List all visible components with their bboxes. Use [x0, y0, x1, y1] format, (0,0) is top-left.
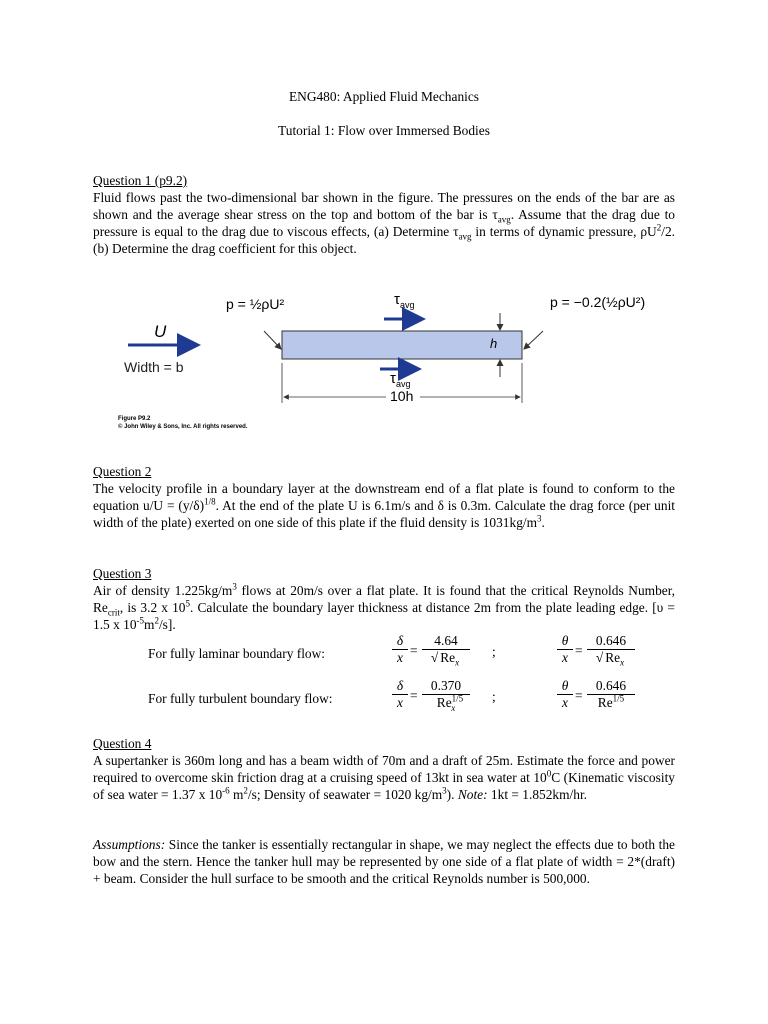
tau-bottom-label: $\tau_{avg}$ — [390, 370, 411, 389]
figure-p9-2 — [118, 283, 678, 435]
left-pressure-pointer — [264, 331, 281, 349]
turbulent-label: For fully turbulent boundary flow: — [148, 691, 333, 706]
figure-caption: Figure P9.2 — [118, 416, 151, 422]
question-4 — [93, 735, 675, 803]
right-pressure-pointer — [524, 331, 543, 349]
assumptions — [93, 836, 675, 887]
laminar-delta-ratio: $\frac{\delta}{x}$ — [392, 633, 408, 666]
question-2-text: The velocity profile in a boundary layer at the downstream end of a flat plate is found to conform to the equation $u/U = (y/\delta)^{1/8}$. At the end of the plate U is 6.1m/s and δ is 0.3m. Calculate the drag force (per unit width of the plate) exerted on one side of this plate if the fluid density is $1031kg/m^3$. — [93, 481, 676, 530]
question-2 — [93, 463, 675, 531]
laminar-theta-ratio: $\frac{\theta}{x}$ — [557, 633, 573, 666]
laminar-delta-formula: 4.64 √ $Re_x$ — [422, 633, 470, 666]
question-4-text: A supertanker is 360m long and has a beam width of 70m and a draft of 25m. Estimate the force and power required to overcome skin friction drag at a cruising speed of 13kt in sea water at $10^0C$ (Kinematic viscosity of sea water = 1.37 x $10^{-6}$ $m^2/s$; Density of seawater = 1020 $kg/m^3$). Note: 1kt = 1.852km/hr. — [93, 753, 675, 802]
height-label: h — [490, 336, 498, 351]
question-1-heading: Question 1 (p9.2) — [93, 173, 188, 188]
figure-copyright: © John Wiley & Sons, Inc. All rights reserved. — [118, 424, 248, 430]
left-pressure-label: p = ½ρU² — [226, 296, 285, 312]
turbulent-delta-ratio: $\frac{\delta}{x}$ — [392, 678, 408, 711]
right-pressure-label: p = −0.2(½ρU²) — [550, 294, 646, 310]
tau-top-label: $\tau_{avg}$ — [394, 291, 415, 310]
question-3-heading: Question 3 — [93, 566, 152, 581]
question-3-text: Air of density $1.225kg/m^3$ flows at 20m/s over a flat plate. It is found that the critical Reynolds Number, $Re_{crit}$, is 3.2 x $10^5$. Calculate the boundary layer thickness at distance 2m from the plate leading edge. [υ = 1.5 x $10^{-5}m^2/s$]. — [93, 581, 675, 632]
bar-body — [282, 331, 522, 359]
laminar-label: For fully laminar boundary flow: — [148, 646, 326, 661]
question-1 — [93, 172, 675, 257]
course-title: ENG480: Applied Fluid Mechanics — [288, 89, 480, 104]
question-2-heading: Question 2 — [93, 464, 152, 479]
length-label: 10h — [390, 388, 414, 404]
turbulent-equations: For fully turbulent boundary flow: $\frac{\delta}{x}$ = $\frac{0.370}{Re^{1/5}_x}$ ; $\frac{\theta}{x}$ = $\frac{0.646}{Re^{1/5}}$ — [148, 678, 668, 714]
velocity-label: U — [154, 322, 167, 341]
turbulent-theta-ratio: $\frac{\theta}{x}$ — [557, 678, 573, 711]
question-1-text: Fluid flows past the two-dimensional bar shown in the figure. The pressures on the ends of the bar are as shown and the average shear stress on the top and bottom of the bar is $\tau_{avg}$. Assume that the drag due to pressure is equal to the drag due to viscous effects, (a) Determine $\tau_{avg}$ in terms of dynamic pressure, $\rho U^2/2$. (b) Determine the drag coefficient for this object. — [93, 190, 675, 256]
question-3 — [93, 565, 675, 633]
width-label: Width = b — [124, 359, 184, 375]
laminar-equations: For fully laminar boundary flow: $\frac{\delta}{x}$ = 4.64 √ $Re_x$ ; $\frac{\theta}{x}$ = 0.646 √ $Re_x$ — [148, 633, 668, 669]
turbulent-theta-formula: $\frac{0.646}{Re^{1/5}}$ — [587, 678, 635, 711]
question-4-heading: Question 4 — [93, 736, 152, 751]
turbulent-delta-formula: $\frac{0.370}{Re^{1/5}_x}$ — [422, 678, 470, 711]
tutorial-title: Tutorial 1: Flow over Immersed Bodies — [278, 123, 490, 138]
laminar-theta-formula: 0.646 √ $Re_x$ — [587, 633, 635, 666]
assumptions-text: Assumptions: Since the tanker is essentially rectangular in shape, we may neglect the effects due to both the bow and the stern. Hence the tanker hull may be represented by one side of a flat plate of width = 2*(draft) + beam. Consider the hull surface to be smooth and the critical Reynolds number is 500,000. — [93, 837, 675, 886]
